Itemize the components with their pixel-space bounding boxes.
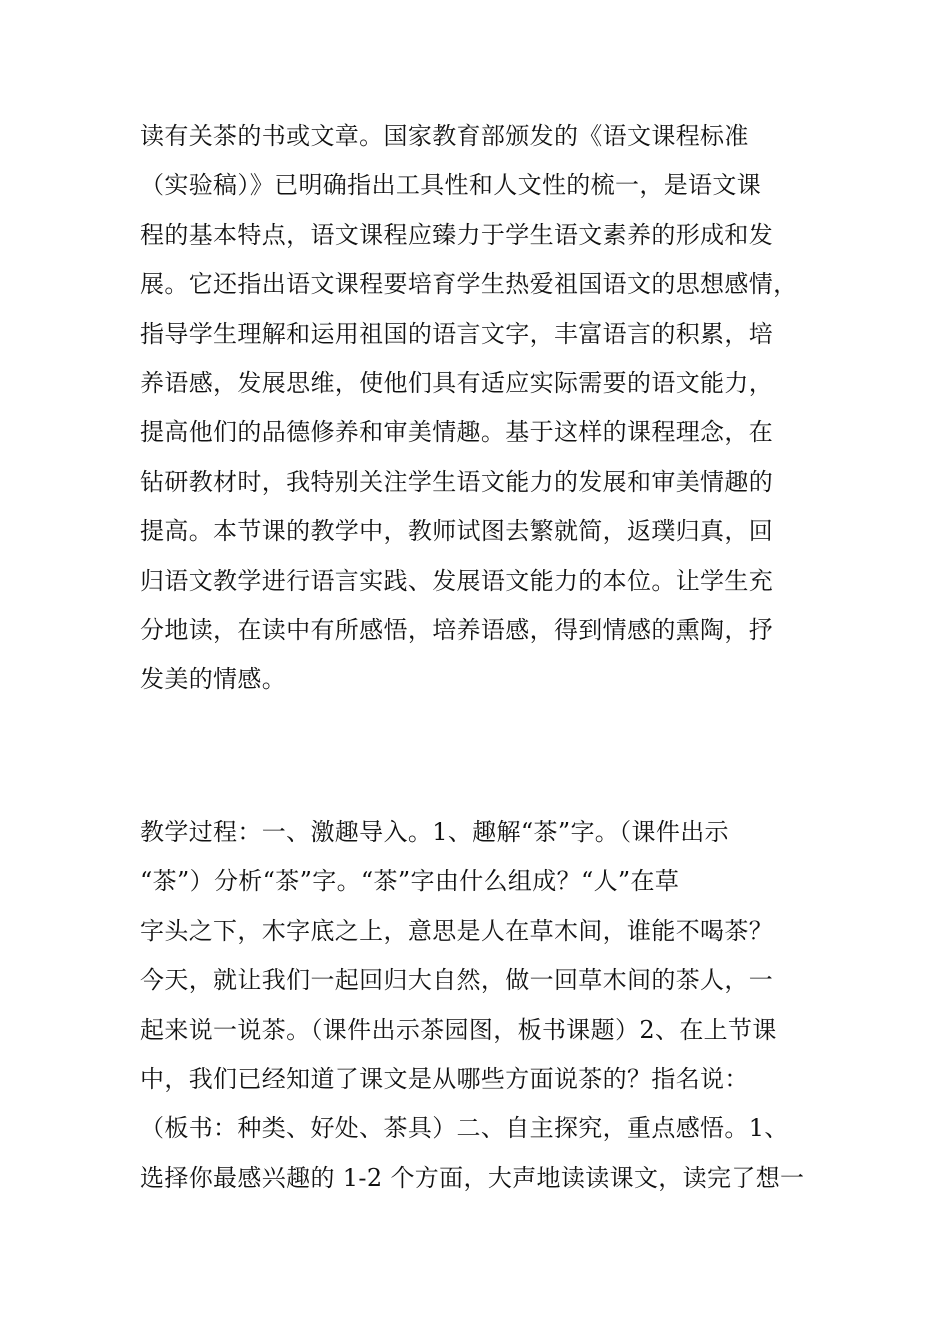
text-line: 程的基本特点，语文课程应臻力于学生语文素养的形成和发: [140, 220, 774, 249]
text-line: 读有关茶的书或文章。国家教育部颁发的《语文课程标准: [140, 122, 749, 150]
text-line: （实验稿）》已明确指出工具性和人文性的梳一，是语文课: [140, 171, 762, 200]
paragraph-rationale: [140, 112, 840, 705]
paragraph-teaching-process: [140, 808, 840, 1203]
text-line: “茶”）分析“茶”字。“茶”字由什么组成？“人”在草: [140, 867, 680, 896]
text-line: 中，我们已经知道了课文是从哪些方面说茶的？指名说：: [140, 1064, 749, 1093]
text-line: 字头之下，木字底之上，意思是人在草木间，谁能不喝茶？: [140, 916, 774, 945]
text-line: 今天，就让我们一起回归大自然，做一回草木间的茶人，一: [140, 966, 774, 995]
text-line: 教学过程：一、激趣导入。1、趣解“茶”字。（课件出示: [140, 818, 729, 846]
text-line: 养语感，发展思维，使他们具有适应实际需要的语文能力，: [140, 368, 774, 397]
text-line: 分地读，在读中有所感悟，培养语感，得到情感的熏陶，抒: [140, 615, 774, 644]
text-line: 指导学生理解和运用祖国的语言文字，丰富语言的积累，培: [140, 319, 774, 348]
text-line: 选择你最感兴趣的 1-2 个方面，大声地读读课文，读完了想一: [140, 1163, 805, 1192]
text-line: 展。它还指出语文课程要培育学生热爱祖国语文的思想感情，: [140, 270, 798, 299]
text-line: 归语文教学进行语言实践、发展语文能力的本位。让学生充: [140, 566, 774, 595]
text-line: 起来说一说茶。（课件出示茶园图，板书课题）2、在上节课: [140, 1015, 777, 1044]
text-line: 提高他们的品德修养和审美情趣。基于这样的课程理念，在: [140, 418, 774, 447]
text-line: 发美的情感。: [140, 665, 287, 694]
text-line: （板书：种类、好处、茶具）二、自主探究，重点感悟。1、: [140, 1114, 789, 1143]
text-line: 提高。本节课的教学中，教师试图去繁就简，返璞归真，回: [140, 517, 774, 546]
text-line: 钻研教材时，我特别关注学生语文能力的发展和审美情趣的: [140, 467, 774, 496]
